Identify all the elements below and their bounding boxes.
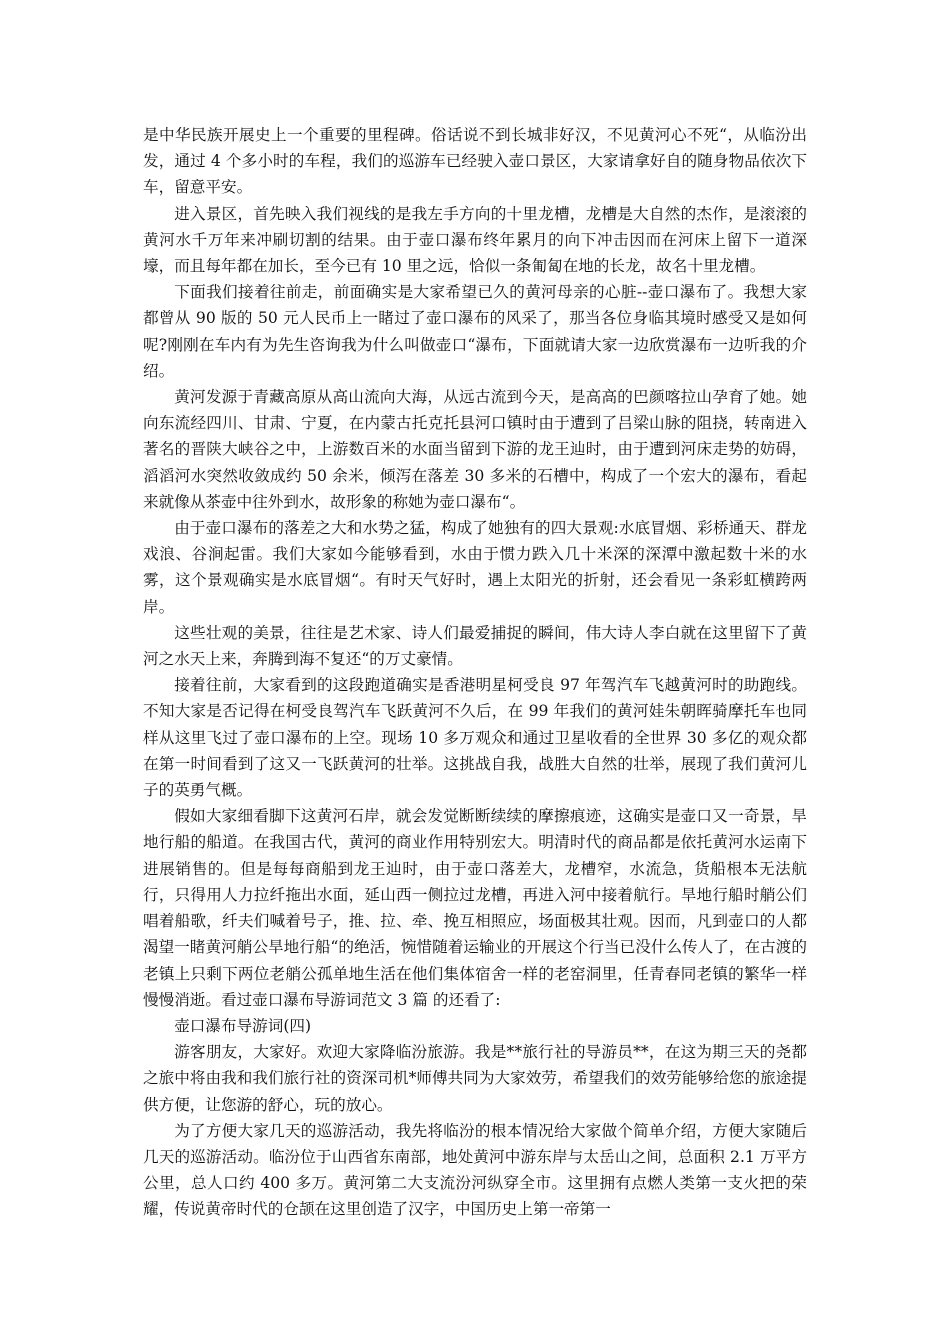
- section-heading: 壶口瀑布导游词(四): [174, 1016, 312, 1035]
- paragraph-10: 为了方便大家几天的巡游活动，我先将临汾的根本情况给大家做个简单介绍，方便大家随后几天的巡游活动。临汾位于山西省东南部，地处黄河中游东岸与太岳山之间，总面积 2.1 万平方公里，总人口约 400 多万。黄河第二大支流汾河纵穿全市。这里拥有点燃人类第一支火把的荣耀，传说黄帝时代的仓颉在这里创造了汉字，中国历史上第一帝第一: [143, 1121, 807, 1219]
- paragraph-7: 接着往前，大家看到的这段跑道确实是香港明星柯受良 97 年驾汽车飞越黄河时的助跑线。不知大家是否记得在柯受良驾汽车飞跃黄河不久后，在 99 年我们的黄河娃朱朝晖骑摩托车也同样从这里飞过了壶口瀑布的上空。现场 10 多万观众和通过卫星收看的全世界 30 多亿的观众都在第一时间看到了这又一飞跃黄河的壮举。这挑战自我，战胜大自然的壮举，展现了我们黄河儿子的英勇气概。: [143, 676, 807, 800]
- paragraph-3: 下面我们接着往前走，前面确实是大家希望已久的黄河母亲的心脏--壶口瀑布了。我想大家都曾从 90 版的 50 元人民币上一睹过了壶口瀑布的风采了，那当各位身临其境时感受又是如何呢?刚刚在车内有为先生咨询我为什么叫做壶口“瀑布，下面就请大家一边欣赏瀑布一边听我的介绍。: [143, 283, 807, 380]
- paragraph-6: 这些壮观的美景，往往是艺术家、诗人们最爱捕捉的瞬间，伟大诗人李白就在这里留下了黄河之水天上来，奔腾到海不复还“的万丈豪情。: [143, 623, 807, 669]
- paragraph-4: 黄河发源于青藏高原从高山流向大海，从远古流到今天，是高高的巴颜喀拉山孕育了她。她向东流经四川、甘肃、宁夏，在内蒙古托克托县河口镇时由于遭到了吕梁山脉的阻挠，转南进入著名的晋陕大峡谷之中，上游数百米的水面当留到下游的龙王辿时，由于遭到河床走势的妨碍，滔滔河水突然收敛成约 50 余米，倾泻在落差 30 多米的石槽中，构成了一个宏大的瀑布，看起来就像从茶壶中往外到水，故形象的称她为壶口瀑布“。: [143, 388, 807, 511]
- paragraph-8: 假如大家细看脚下这黄河石岸，就会发觉断断续续的摩擦痕迹，这确实是壶口又一奇景，旱地行船的船道。在我国古代，黄河的商业作用特别宏大。明清时代的商品都是依托黄河水运南下进展销售的。但是每每商船到龙王辿时，由于壶口落差大，龙槽窄，水流急，货船根本无法航行，只得用人力拉纤拖出水面，延山西一侧拉过龙槽，再进入河中接着航行。旱地行船时艄公们唱着船歌，纤夫们喊着号子，推、拉、牵、挽互相照应，场面极其壮观。因而，凡到壶口的人都渴望一睹黄河艄公旱地行船“的绝活，惋惜随着运输业的开展这个行当已没什么传人了，在古渡的老镇上只剩下两位老艄公孤单地生活在他们集体宿舍一样的老窑洞里，任青春同老镇的繁华一样慢慢消逝。看过壶口瀑布导游词范文 3 篇 的还看了:: [143, 807, 807, 1009]
- paragraph-9: 游客朋友，大家好。欢迎大家降临汾旅游。我是**旅行社的导游员**，在这为期三天的尧都之旅中将由我和我们旅行社的资深司机*师傅共同为大家效劳，希望我们的效劳能够给您的旅途提供方便，让您游的舒心，玩的放心。: [143, 1043, 807, 1114]
- document-page: [143, 122, 807, 1223]
- paragraph-5: 由于壶口瀑布的落差之大和水势之猛，构成了她独有的四大景观:水底冒烟、彩桥通天、群龙戏浪、谷涧起雷。我们大家如今能够看到，水由于惯力跌入几十米深的深潭中激起数十米的水雾，这个景观确实是水底冒烟“。有时天气好时，遇上太阳光的折射，还会看见一条彩虹横跨两岸。: [143, 519, 807, 616]
- paragraph-1: 是中华民族开展史上一个重要的里程碑。俗话说不到长城非好汉，不见黄河心不死“，从临汾出发，通过 4 个多小时的车程，我们的巡游车已经驶入壶口景区，大家请拿好自的随身物品依次下车，留意平安。: [143, 126, 807, 197]
- paragraph-2: 进入景区，首先映入我们视线的是我左手方向的十里龙槽，龙槽是大自然的杰作，是滚滚的黄河水千万年来冲刷切割的结果。由于壶口瀑布终年累月的向下冲击因而在河床上留下一道深壕，而且每年都在加长，至今已有 10 里之远，恰似一条匍匐在地的长龙，故名十里龙槽。: [143, 204, 807, 276]
